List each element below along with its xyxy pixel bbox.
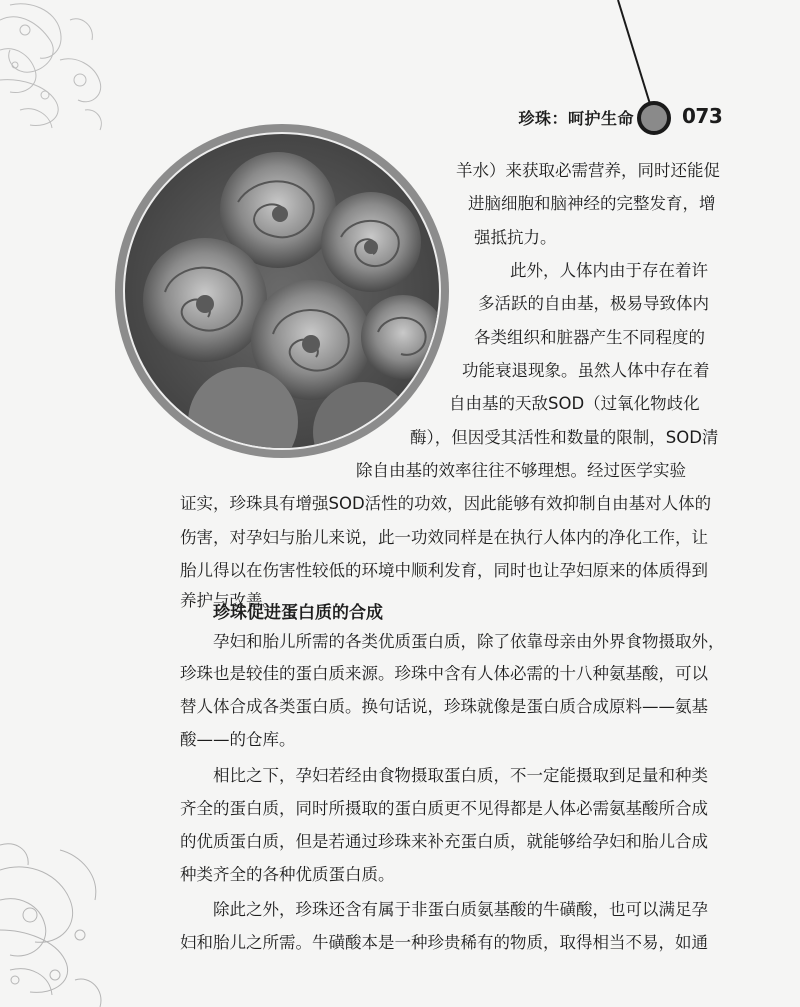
text-line: 珍珠也是较佳的蛋白质来源。珍珠中含有人体必需的十八种氨基酸，可以 <box>180 664 708 683</box>
text-line: 种类齐全的各种优质蛋白质。 <box>180 865 395 884</box>
rose-3 <box>143 238 267 362</box>
text-line: 羊水）来获取必需营养，同时还能促 <box>456 161 720 180</box>
running-title: 珍珠：呵护生命 <box>518 109 634 128</box>
text-line: 各类组织和脏器产生不同程度的 <box>474 328 705 347</box>
text-line: 替人体合成各类蛋白质。换句话说，珍珠就像是蛋白质合成原料——氨基 <box>180 697 708 716</box>
rose-photo <box>113 122 451 460</box>
section-heading: 珍珠促进蛋白质的合成 <box>213 603 383 623</box>
header-connector-line <box>0 0 800 140</box>
text-line: 酶），但因受其活性和数量的限制，SOD清 <box>410 428 719 447</box>
text-line: 自由基的天敌SOD（过氧化物歧化 <box>449 394 700 413</box>
rose-2 <box>321 192 421 292</box>
text-line: 进脑细胞和脑神经的完整发育，增 <box>468 194 716 213</box>
text-line: 妇和胎儿之所需。牛磺酸本是一种珍贵稀有的物质，取得相当不易，如通 <box>180 933 708 952</box>
text-line: 证实，珍珠具有增强SOD活性的功效，因此能够有效抑制自由基对人体的 <box>180 494 712 513</box>
text-line: 的优质蛋白质，但是若通过珍珠来补充蛋白质，就能够给孕妇和胎儿合成 <box>180 832 708 851</box>
text-line: 孕妇和胎儿所需的各类优质蛋白质，除了依靠母亲由外界食物摄取外， <box>213 632 725 651</box>
text-line: 养护与改善。 <box>180 591 279 610</box>
text-line: 功能衰退现象。虽然人体中存在着 <box>462 361 710 380</box>
text-line: 多活跃的自由基，极易导致体内 <box>478 294 709 313</box>
top-left-ornament <box>0 0 110 140</box>
text-line: 伤害，对孕妇与胎儿来说，此一功效同样是在执行人体内的净化工作，让 <box>180 528 708 547</box>
text-line: 相比之下，孕妇若经由食物摄取蛋白质，不一定能摄取到足量和种类 <box>213 766 708 785</box>
text-line: 酸——的仓库。 <box>180 730 296 749</box>
text-line: 齐全的蛋白质，同时所摄取的蛋白质更不见得都是人体必需氨基酸所合成 <box>180 799 708 818</box>
header-bullet-icon <box>637 101 671 135</box>
text-line: 胎儿得以在伤害性较低的环境中顺利发育，同时也让孕妇原来的体质得到 <box>180 561 708 580</box>
text-line: 除自由基的效率往往不够理想。经过医学实验 <box>356 461 686 480</box>
text-line: 强抵抗力。 <box>474 228 557 247</box>
text-line: 此外，人体内由于存在着许 <box>510 261 708 280</box>
bottom-left-ornament <box>0 830 120 1007</box>
page-number: 073 <box>682 104 723 128</box>
text-line: 除此之外，珍珠还含有属于非蛋白质氨基酸的牛磺酸，也可以满足孕 <box>213 900 708 919</box>
